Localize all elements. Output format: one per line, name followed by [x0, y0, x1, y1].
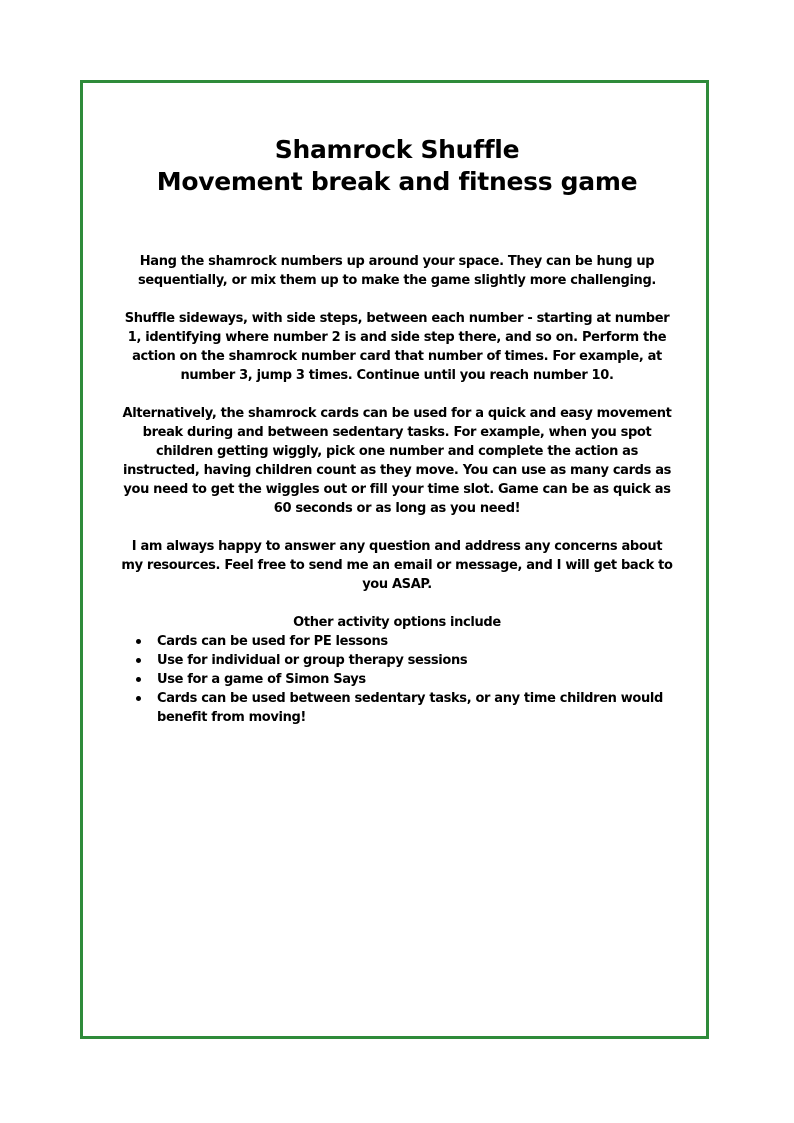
list-item [120, 632, 674, 651]
list-item-text: Cards can be used for PE lessons [157, 634, 388, 649]
list-item-text: Cards can be used between sedentary tasks, or any time children would benefit from moving! [157, 691, 663, 725]
title-line-2: Movement break and fitness game [156, 167, 638, 196]
list-item-text: Use for individual or group therapy sessions [157, 653, 468, 668]
document-title [120, 134, 674, 198]
document-content [120, 134, 674, 727]
bullet-icon [136, 677, 141, 682]
list-item [120, 651, 674, 670]
options-heading: Other activity options include [293, 615, 501, 630]
intro-paragraph: Hang the shamrock numbers up around your space. They can be hung up sequentially, or mix them up to make the game slightly more challenging. [138, 254, 656, 288]
title-line-1: Shamrock Shuffle [274, 135, 520, 164]
contact-paragraph: I am always happy to answer any question and address any concerns about my resources. Feel free to send me an email or message, and I will get back to you ASAP. [121, 539, 673, 592]
instructions-paragraph: Shuffle sideways, with side steps, between each number - starting at number 1, identifying where number 2 is and side step there, and so on. Perform the action on the shamrock number card that number of times. For example, at number 3, jump 3 times. Continue until you reach number 10. [124, 311, 670, 383]
bullet-icon [136, 696, 141, 701]
alternative-paragraph: Alternatively, the shamrock cards can be used for a quick and easy movement break during and between sedentary tasks. For example, when you spot children getting wiggly, pick one number and complete the action as instructed, having children count as they move. You can use as many cards as you need to get the wiggles out or fill your time slot. Game can be as quick as 60 seconds or as long as you need! [122, 406, 672, 516]
options-list [120, 632, 674, 727]
list-item [120, 689, 674, 727]
list-item [120, 670, 674, 689]
bullet-icon [136, 639, 141, 644]
list-item-text: Use for a game of Simon Says [157, 672, 366, 687]
bullet-icon [136, 658, 141, 663]
